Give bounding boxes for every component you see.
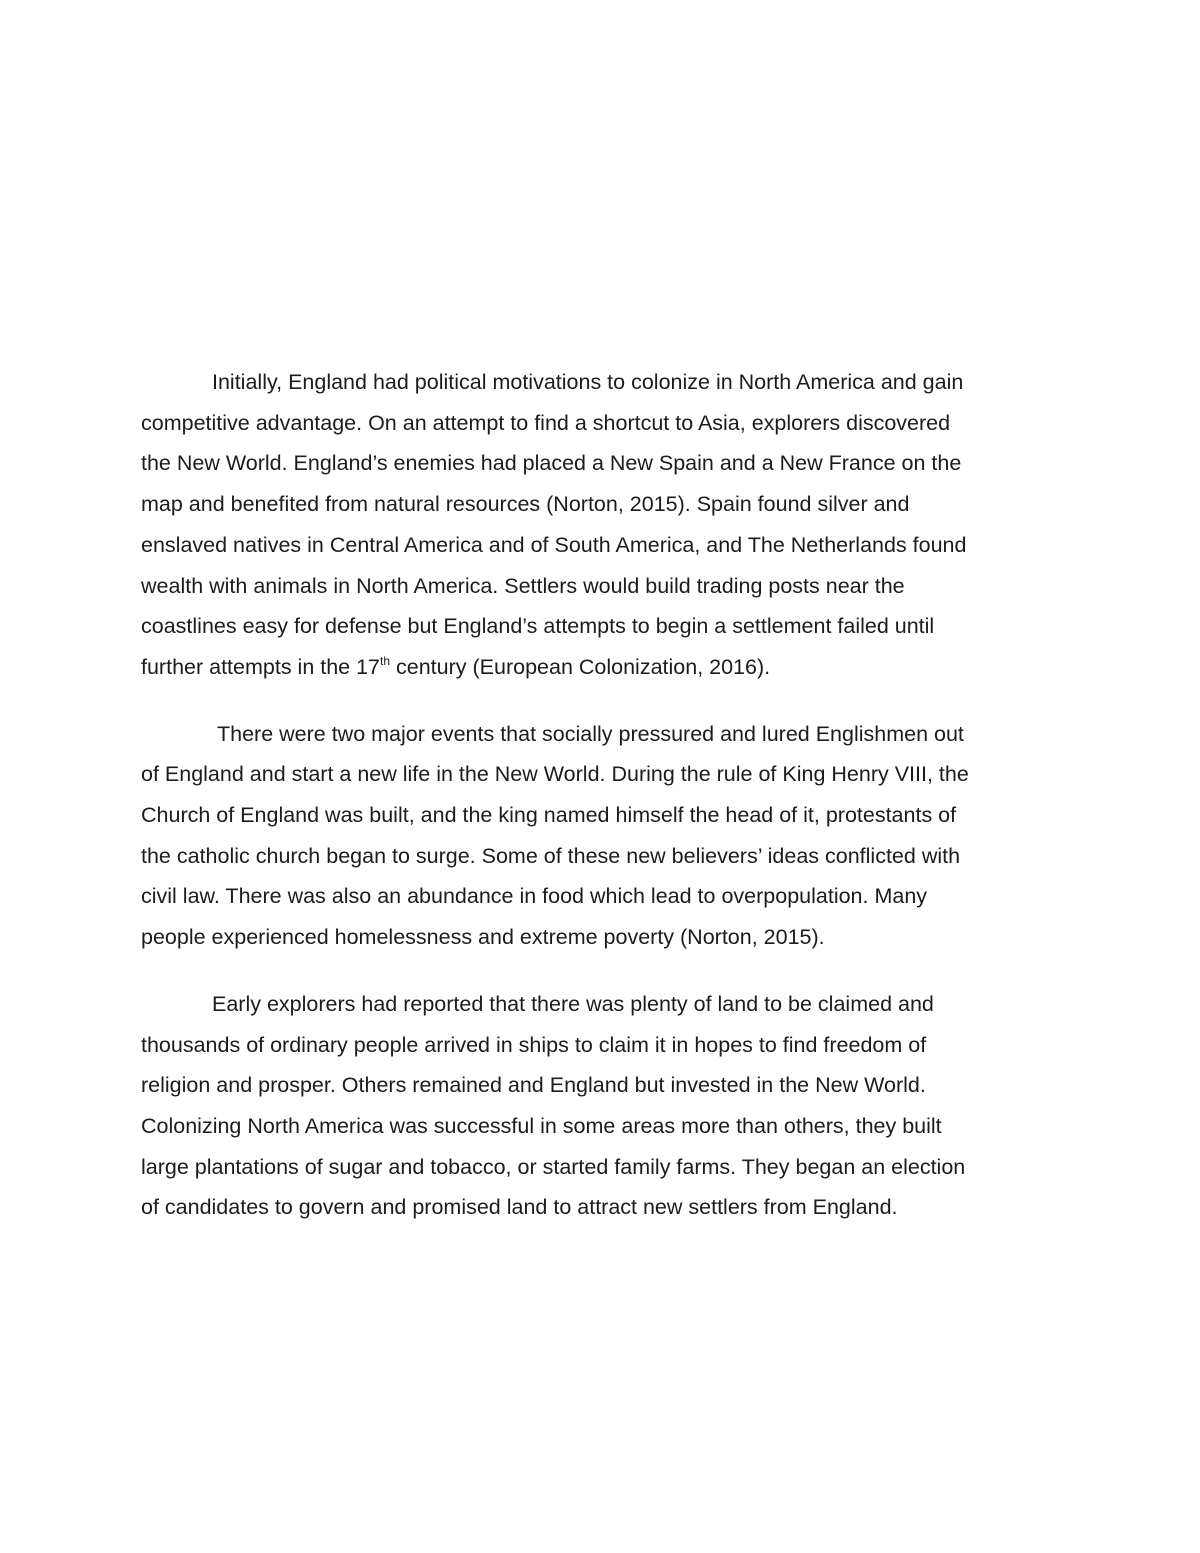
paragraph-line: large plantations of sugar and tobacco, or started family farms. They began an election — [141, 1154, 966, 1179]
paragraph-line: enslaved natives in Central America and of South America, and The Netherlands found — [141, 532, 967, 557]
paragraph-line: thousands of ordinary people arrived in ships to claim it in hopes to find freedom of — [141, 1032, 927, 1057]
paragraph-1 — [141, 362, 1056, 688]
paragraph-line: There were two major events that socially pressured and lured Englishmen out — [217, 721, 964, 746]
line-text-after-superscript: century (European Colonization, 2016). — [390, 654, 771, 679]
paragraph-line: of England and start a new life in the New World. During the rule of King Henry VIII, the — [141, 762, 969, 787]
paragraph-line: Initially, England had political motivations to colonize in North America and gain — [212, 370, 964, 394]
paragraph-last-line — [141, 647, 1056, 688]
paragraph-line: Church of England was built, and the king named himself the head of it, protestants of — [141, 803, 957, 828]
paragraph-line: religion and prosper. Others remained and England but invested in the New World. — [141, 1073, 926, 1098]
document-body — [141, 362, 1056, 1228]
paragraph-line: wealth with animals in North America. Settlers would build trading posts near the — [141, 573, 905, 598]
paragraph-3 — [141, 984, 1056, 1228]
paragraph-line: Early explorers had reported that there was plenty of land to be claimed and — [212, 991, 934, 1016]
line-text-before-superscript: further attempts in the 17 — [141, 654, 381, 679]
paragraph-line: Colonizing North America was successful in some areas more than others, they built — [141, 1113, 942, 1138]
paragraph-line: coastlines easy for defense but England’s attempts to begin a settlement failed until — [141, 614, 935, 639]
paragraph-line: of candidates to govern and promised land to attract new settlers from England. — [141, 1195, 898, 1220]
paragraph-line: civil law. There was also an abundance in food which lead to overpopulation. Many — [141, 884, 928, 909]
paragraph-line: people experienced homelessness and extreme poverty (Norton, 2015). — [141, 925, 825, 950]
paragraph-line: competitive advantage. On an attempt to find a shortcut to Asia, explorers discovered — [141, 410, 951, 435]
paragraph-line: the New World. England’s enemies had placed a New Spain and a New France on the — [141, 451, 962, 476]
paragraph-line: the catholic church began to surge. Some of these new believers’ ideas conflicted with — [141, 843, 961, 868]
ordinal-superscript: th — [380, 653, 391, 668]
paragraph-line: map and benefited from natural resources (Norton, 2015). Spain found silver and — [141, 492, 910, 517]
paragraph-2 — [141, 714, 1056, 958]
